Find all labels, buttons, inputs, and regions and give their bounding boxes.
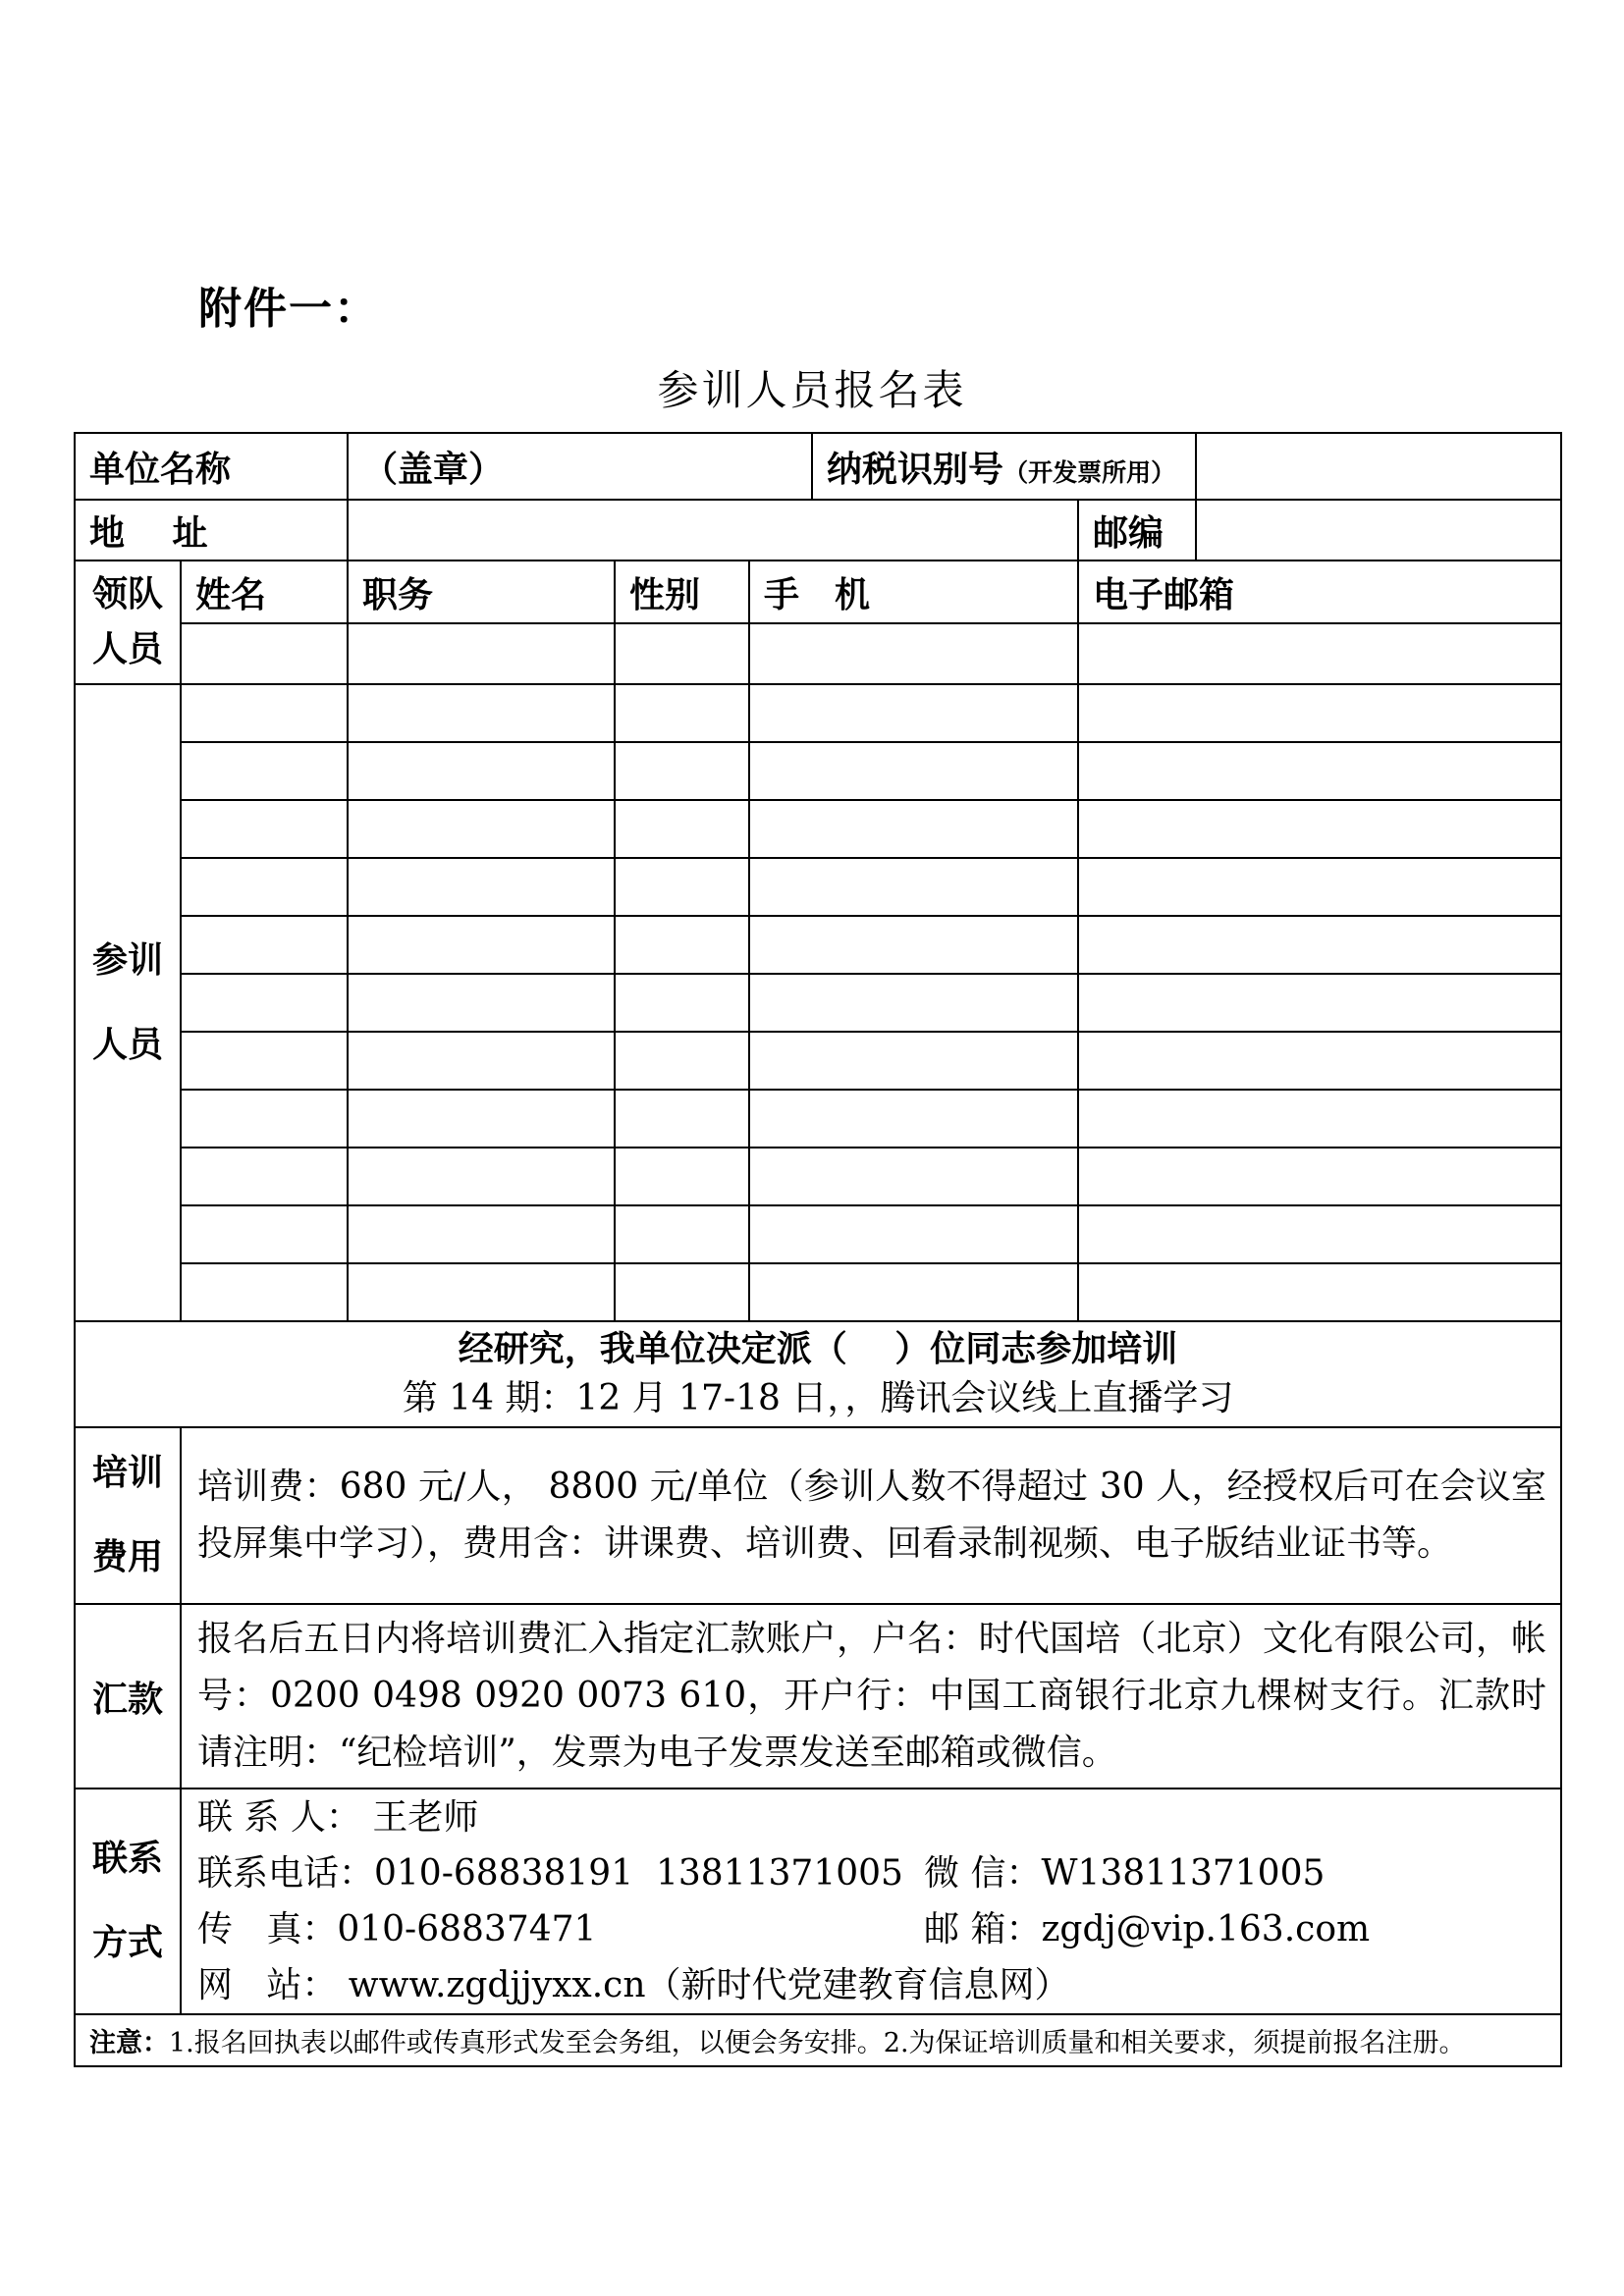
participant-name-field[interactable]	[181, 916, 348, 974]
participant-row	[75, 1032, 1561, 1090]
participant-email-field[interactable]	[1078, 1148, 1561, 1205]
leader-gender-field[interactable]	[615, 623, 749, 684]
participant-position-field[interactable]	[348, 858, 615, 916]
participant-mobile-field[interactable]	[749, 1263, 1078, 1321]
participant-position-field[interactable]	[348, 684, 615, 742]
leader-input-row	[75, 623, 1561, 684]
decision-row	[75, 1321, 1561, 1427]
notice-text: 1.报名回执表以邮件或传真形式发至会务组，以便会务安排。2.为保证培训质量和相关要求，须提前报名注册。	[169, 2028, 1466, 2058]
remit-text: 报名后五日内将培训费汇入指定汇款账户，户名：时代国培（北京）文化有限公司，帐号：0200 0498 0920 0073 610，开户行：中国工商银行北京九棵树支行。汇款时请注明：“纪检培训”，发票为电子发票发送至邮箱或微信。	[181, 1604, 1561, 1789]
participant-email-field[interactable]	[1078, 1090, 1561, 1148]
leader-mobile-field[interactable]	[749, 623, 1078, 684]
contact-email: 邮 箱：zgdj@vip.163.com	[924, 1909, 1371, 1949]
participant-name-field[interactable]	[181, 1032, 348, 1090]
unit-name-field[interactable]	[348, 433, 812, 500]
address-label: 地 址	[75, 500, 348, 561]
leader-label: 领队 人员	[75, 561, 181, 684]
participant-position-field[interactable]	[348, 1148, 615, 1205]
participant-position-field[interactable]	[348, 1090, 615, 1148]
participant-row	[75, 1090, 1561, 1148]
participant-email-field[interactable]	[1078, 974, 1561, 1032]
form-title: 参训人员报名表	[657, 366, 967, 414]
participant-gender-field[interactable]	[615, 858, 749, 916]
participant-gender-field[interactable]	[615, 1148, 749, 1205]
participant-row	[75, 1148, 1561, 1205]
participant-email-field[interactable]	[1078, 1263, 1561, 1321]
remit-label: 汇款	[75, 1604, 181, 1789]
participant-gender-field[interactable]	[615, 974, 749, 1032]
remit-row	[75, 1604, 1561, 1789]
tax-id-label: 纳税识别号（开发票所用）	[812, 433, 1196, 500]
contact-phone: 联系电话：010-68838191 13811371005	[197, 1853, 903, 1894]
participant-name-field[interactable]	[181, 684, 348, 742]
participant-row	[75, 800, 1561, 858]
participant-gender-field[interactable]	[615, 742, 749, 800]
unit-name-label: 单位名称	[75, 433, 348, 500]
participant-email-field[interactable]	[1078, 684, 1561, 742]
participant-row	[75, 1263, 1561, 1321]
leader-email-field[interactable]	[1078, 623, 1561, 684]
participant-mobile-field[interactable]	[749, 742, 1078, 800]
participant-mobile-field[interactable]	[749, 1205, 1078, 1263]
participant-mobile-field[interactable]	[749, 1090, 1078, 1148]
contact-fax: 传 真：010-68837471	[197, 1909, 597, 1949]
participant-gender-field[interactable]	[615, 916, 749, 974]
fee-row	[75, 1427, 1561, 1604]
participant-gender-field[interactable]	[615, 1205, 749, 1263]
participant-name-field[interactable]	[181, 800, 348, 858]
fee-text: 培训费：680 元/人， 8800 元/单位（参训人数不得超过 30 人，经授权后可在会议室投屏集中学习），费用含：讲课费、培训费、回看录制视频、电子版结业证书等。	[181, 1427, 1561, 1604]
participant-position-field[interactable]	[348, 742, 615, 800]
col-gender: 性别	[615, 561, 749, 623]
participant-email-field[interactable]	[1078, 742, 1561, 800]
participant-mobile-field[interactable]	[749, 974, 1078, 1032]
participant-position-field[interactable]	[348, 1205, 615, 1263]
participant-email-field[interactable]	[1078, 1032, 1561, 1090]
participant-row	[75, 684, 1561, 742]
tax-id-note: （开发票所用）	[1003, 457, 1176, 487]
participant-email-field[interactable]	[1078, 800, 1561, 858]
participant-name-field[interactable]	[181, 1263, 348, 1321]
participant-gender-field[interactable]	[615, 684, 749, 742]
unit-row	[75, 433, 1561, 500]
participant-gender-field[interactable]	[615, 1032, 749, 1090]
fee-label: 培训 费用	[75, 1427, 181, 1604]
participant-mobile-field[interactable]	[749, 684, 1078, 742]
col-name: 姓名	[181, 561, 348, 623]
leader-header-row	[75, 561, 1561, 623]
participant-mobile-field[interactable]	[749, 858, 1078, 916]
address-row	[75, 500, 1561, 561]
notice-cell	[75, 2014, 1561, 2066]
participant-position-field[interactable]	[348, 1263, 615, 1321]
leader-name-field[interactable]	[181, 623, 348, 684]
contact-row	[75, 1789, 1561, 2014]
contact-person: 联 系 人： 王老师	[197, 1797, 479, 1838]
registration-form	[74, 432, 1562, 2067]
contact-wechat: 微 信：W13811371005	[924, 1853, 1326, 1894]
address-field[interactable]	[348, 500, 1078, 561]
session-info: 第 14 期：12 月 17-18 日，，腾讯会议线上直播学习	[402, 1378, 1234, 1418]
participant-name-field[interactable]	[181, 858, 348, 916]
contact-website: 网 站： www.zgdjjyxx.cn（新时代党建教育信息网）	[197, 1965, 1070, 2005]
participant-position-field[interactable]	[348, 800, 615, 858]
participant-email-field[interactable]	[1078, 858, 1561, 916]
participant-position-field[interactable]	[348, 974, 615, 1032]
participant-mobile-field[interactable]	[749, 916, 1078, 974]
participant-name-field[interactable]	[181, 974, 348, 1032]
participant-mobile-field[interactable]	[749, 800, 1078, 858]
participant-name-field[interactable]	[181, 1205, 348, 1263]
postcode-field[interactable]	[1196, 500, 1561, 561]
participant-row	[75, 742, 1561, 800]
participant-gender-field[interactable]	[615, 1263, 749, 1321]
contact-label: 联系 方式	[75, 1789, 181, 2014]
decision-cell	[75, 1321, 1561, 1427]
decision-statement: 经研究，我单位决定派（ ）位同志参加培训	[458, 1329, 1178, 1369]
participants-label: 参训 人员	[75, 684, 181, 1321]
contact-phone-line	[197, 1845, 1560, 1901]
notice-label: 注意：	[89, 2028, 169, 2058]
participant-mobile-field[interactable]	[749, 1148, 1078, 1205]
col-email: 电子邮箱	[1078, 561, 1561, 623]
participant-row	[75, 974, 1561, 1032]
participant-mobile-field[interactable]	[749, 1032, 1078, 1090]
postcode-label: 邮编	[1078, 500, 1196, 561]
contact-fax-line	[197, 1901, 1560, 1957]
participant-row	[75, 916, 1561, 974]
tax-id-field[interactable]	[1196, 433, 1561, 500]
participant-email-field[interactable]	[1078, 916, 1561, 974]
contact-details	[181, 1789, 1561, 2014]
col-position: 职务	[348, 561, 615, 623]
participant-gender-field[interactable]	[615, 1090, 749, 1148]
col-mobile: 手 机	[749, 561, 1078, 623]
participant-name-field[interactable]	[181, 1148, 348, 1205]
participant-row	[75, 858, 1561, 916]
seal-note: （盖章）	[362, 449, 505, 490]
participant-name-field[interactable]	[181, 1090, 348, 1148]
participant-position-field[interactable]	[348, 1032, 615, 1090]
participant-email-field[interactable]	[1078, 1205, 1561, 1263]
attachment-label: 附件一：	[198, 284, 379, 334]
participant-row	[75, 1205, 1561, 1263]
participant-position-field[interactable]	[348, 916, 615, 974]
notice-row	[75, 2014, 1561, 2066]
leader-position-field[interactable]	[348, 623, 615, 684]
participant-gender-field[interactable]	[615, 800, 749, 858]
participant-name-field[interactable]	[181, 742, 348, 800]
